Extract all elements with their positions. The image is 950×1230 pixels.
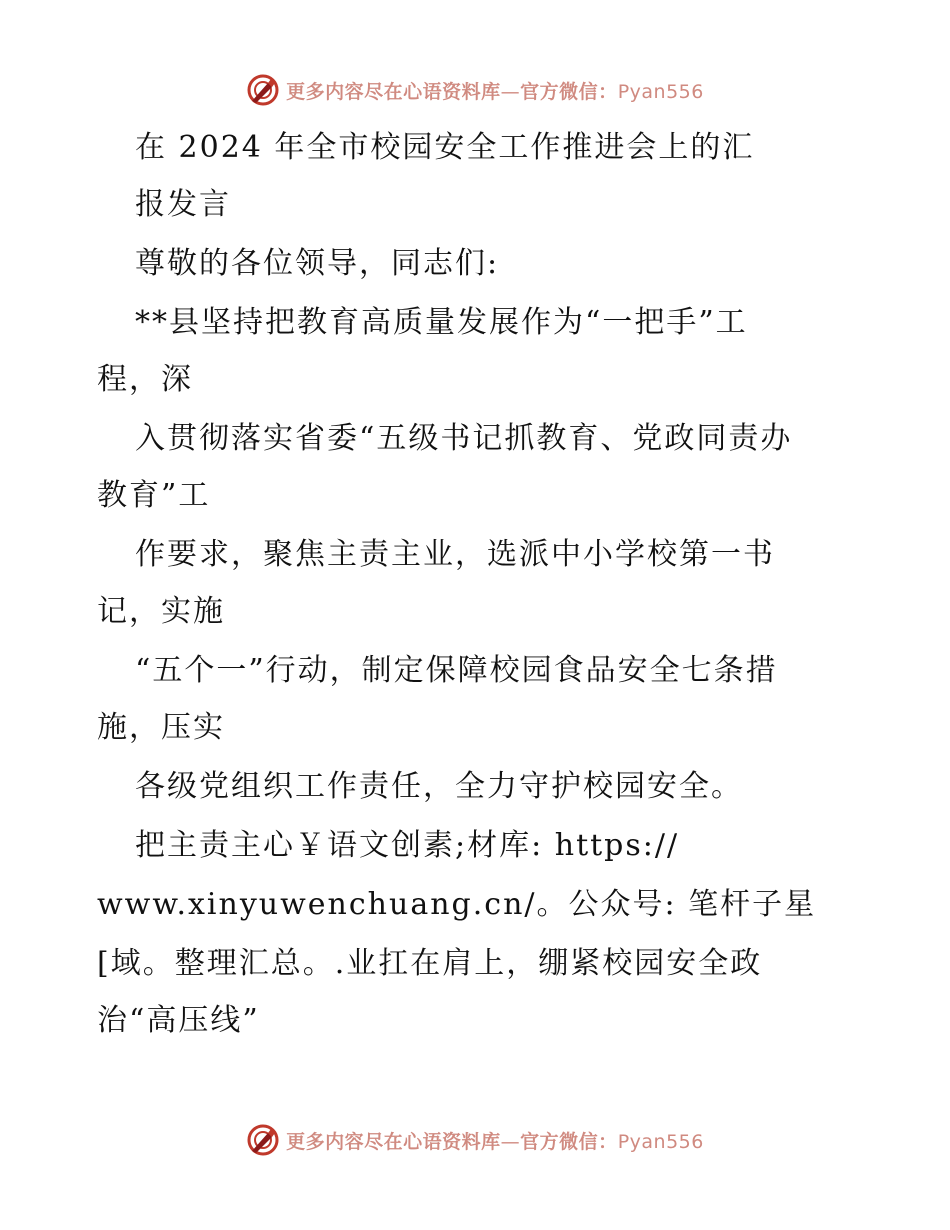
text-line-2: 报发言 [135, 187, 231, 222]
text-line-1: 在 2024 年全市校园安全工作推进会上的汇 [135, 130, 755, 165]
text-line-7: 教育”工 [97, 478, 211, 513]
header-watermark-banner [0, 70, 950, 110]
text-line-3: 尊敬的各位领导，同志们: [135, 246, 500, 281]
text-line-15: [域。整理汇总。.业扛在肩上，绷紧校园安全政 [97, 946, 763, 981]
text-line-10: “五个一”行动，制定保障校园食品安全七条措 [135, 653, 778, 688]
pen-logo-icon [246, 1123, 280, 1157]
banner-text: 更多内容尽在心语资料库—官方微信：Pyan556 [286, 1130, 704, 1153]
text-line-8: 作要求，聚焦主责主业，选派中小学校第一书 [135, 537, 775, 572]
text-line-13: 把主责主心￥语文创素;材库: https:// [135, 828, 680, 863]
text-line-14: www.xinyuwenchuang.cn/。公众号: 笔杆子星 [97, 887, 817, 922]
pen-logo-icon [246, 73, 280, 107]
text-line-16: 治“高压线” [97, 1003, 260, 1038]
text-line-11: 施，压实 [97, 710, 225, 745]
text-line-4: **县坚持把教育高质量发展作为“一把手”工 [135, 305, 748, 340]
text-line-6: 入贯彻落实省委“五级书记抓教育、党政同责办 [135, 421, 793, 456]
text-line-5: 程，深 [97, 362, 193, 397]
text-line-9: 记，实施 [97, 594, 225, 629]
text-line-12: 各级党组织工作责任，全力守护校园安全。 [135, 769, 743, 804]
footer-watermark-banner [0, 1120, 950, 1160]
banner-text: 更多内容尽在心语资料库—官方微信：Pyan556 [286, 80, 704, 103]
